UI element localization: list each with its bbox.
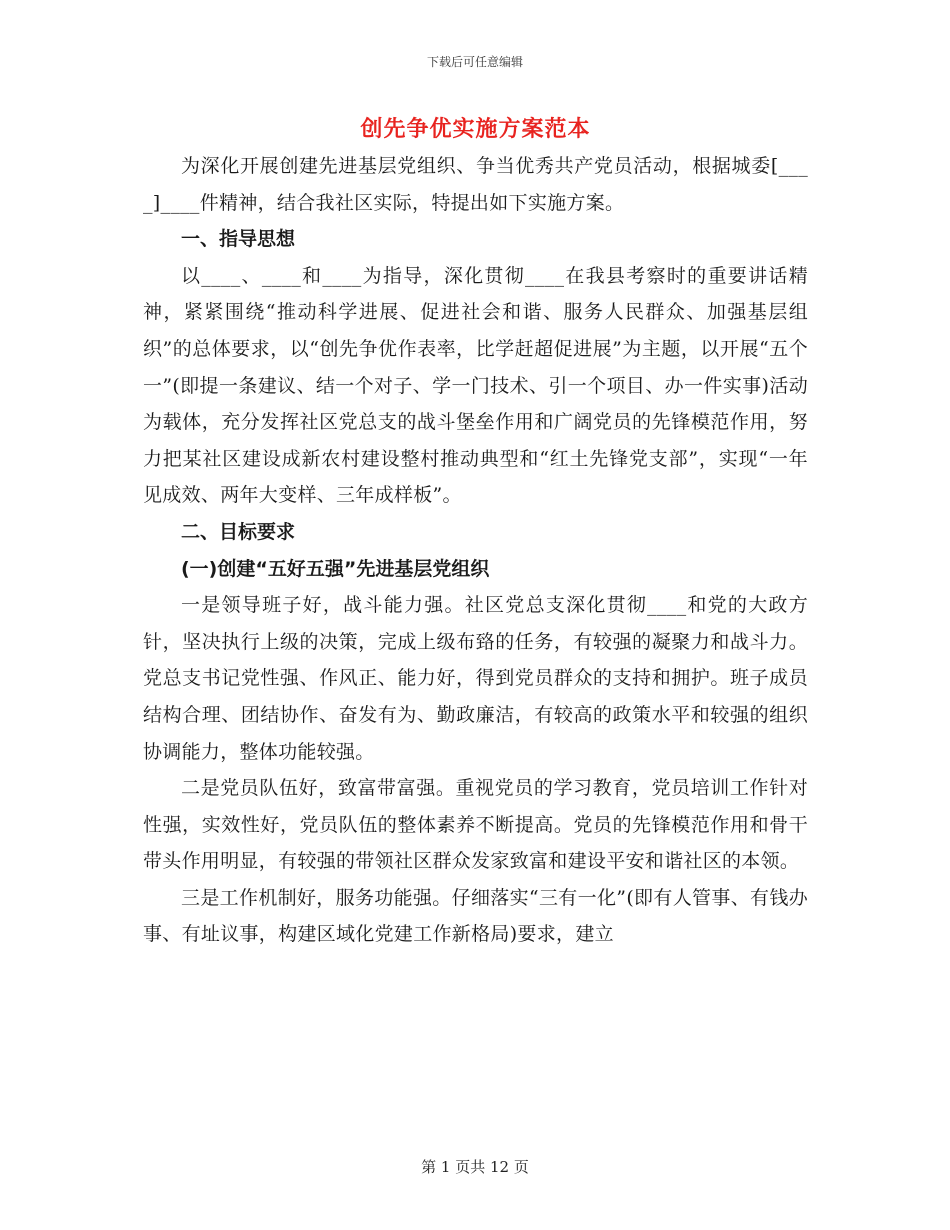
intro-paragraph: 为深化开展创建先进基层党组织、争当优秀共产党员活动，根据城委[____]____件精神，结合我社区实际，特提出如下实施方案。 <box>143 155 808 214</box>
document-title: 创先争优实施方案范本 <box>360 116 591 142</box>
section-heading-goals: 二、目标要求 <box>181 520 296 543</box>
goal-point-3: 三是工作机制好，服务功能强。仔细落实“三有一化”(即有人管事、有钱办事、有址议事，构建区域化党建工作新格局)要求，建立 <box>143 886 808 946</box>
guiding-ideology-paragraph: 以____、____和____为指导，深化贯彻____在我县考察时的重要讲话精神，紧紧围绕“推动科学进展、促进社会和谐、服务人民群众、加强基层组织”的总体要求，以“创先争优作表率，比学赶超促进展”为主题，以开展“五个一”(即提一条建议、结一个对子、学一门技术、引一个项目、办一件实事)活动为载体，充分发挥社区党总支的战斗堡垒作用和广阔党员的先锋模范作用，努力把某社区建设成新农村建设整村推动典型和“红土先锋党支部”，实现“一年见成效、两年大变样、三年成样板”。 <box>143 264 808 507</box>
section-heading-guiding-ideology: 一、指导思想 <box>181 228 296 251</box>
document-body <box>143 112 808 953</box>
page-header-note: 下载后可任意编辑 <box>426 55 523 69</box>
goal-point-2: 二是党员队伍好，致富带富强。重视党员的学习教育，党员培训工作针对性强，实效性好，党员队伍的整体素养不断提高。党员的先锋模范作用和骨干带头作用明显，有较强的带领社区群众发家致富和建设平安和谐社区的本领。 <box>143 777 808 873</box>
goal-point-1: 一是领导班子好，战斗能力强。社区党总支深化贯彻____和党的大政方针，坚决执行上级的决策，完成上级布臵的任务，有较强的凝聚力和战斗力。党总支书记党性强、作风正、能力好，得到党员群众的支持和拥护。班子成员结构合理、团结协作、奋发有为、勤政廉洁，有较高的政策水平和较强的组织协调能力，整体功能较强。 <box>143 594 808 763</box>
subsection-heading-five-good-five-strong: (一)创建“五好五强”先进基层党组织 <box>181 557 490 580</box>
page-number-footer: 第 1 页共 12 页 <box>421 1158 529 1176</box>
